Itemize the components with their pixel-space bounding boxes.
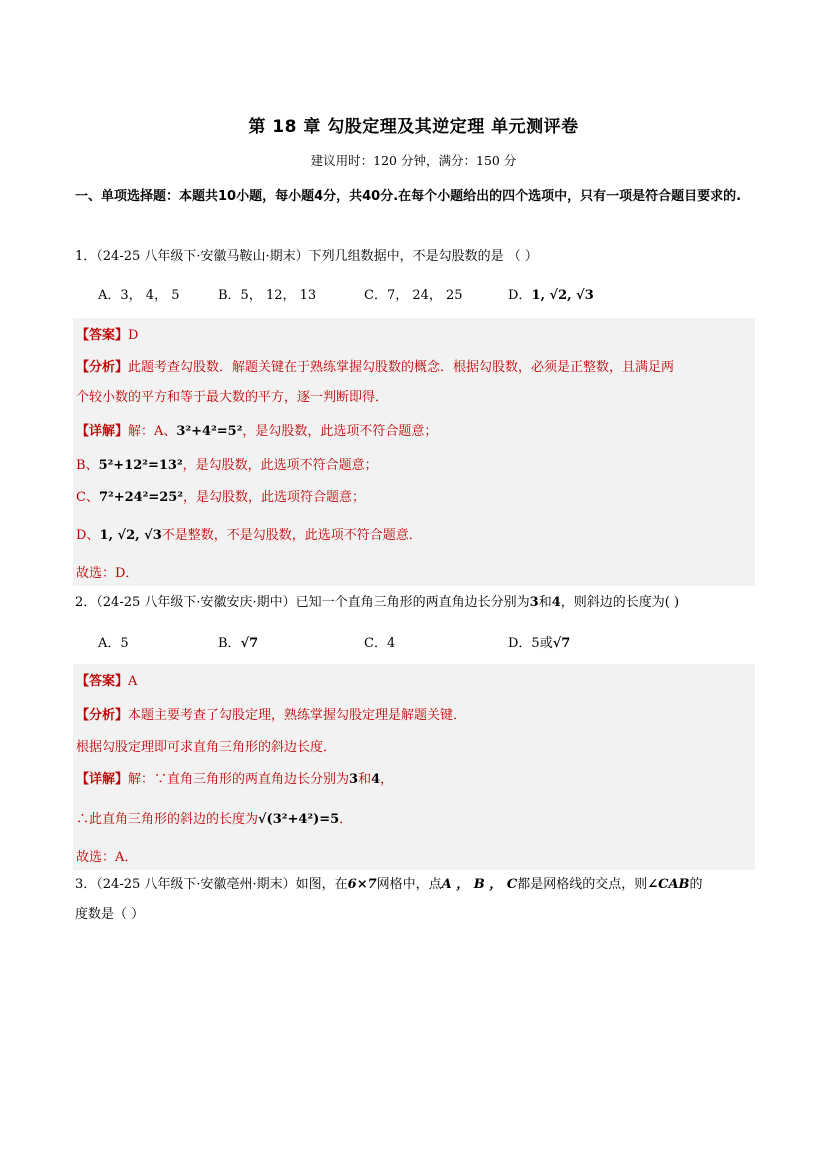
q2-analysis-line-2: 根据勾股定理即可求直角三角形的斜边长度． bbox=[76, 740, 337, 755]
q1-option-d: D．1, √2, √3 bbox=[508, 288, 594, 303]
q1-option-c: C．7， 24， 25 bbox=[364, 288, 463, 303]
q2-option-b: B．√7 bbox=[218, 636, 259, 651]
q2-option-b-expr: √7 bbox=[240, 636, 259, 651]
q1-analysis-line-2: 个较小数的平方和等于最大数的平方，逐一判断即得． bbox=[76, 390, 389, 405]
q1-detail-b: B、5²+12²=13²，是勾股数，此选项不符合题意； bbox=[76, 458, 378, 473]
q2-conclusion: 故选：A． bbox=[76, 850, 138, 865]
q2-answer-line: 【答案】A bbox=[76, 674, 138, 689]
q1-detail-c: C、7²+24²=25²，是勾股数，此选项符合题意； bbox=[76, 490, 366, 505]
question-3-stem-line-1: 3．（24-25 八年级下·安徽亳州·期末）如图，在6×7网格中，点A ， B ， C都是网格线的交点，则∠CAB的 bbox=[75, 877, 703, 892]
q2-detail-1: 【详解】解：∵直角三角形的两直角边长分别为3和4， bbox=[76, 772, 394, 787]
q1-option-a: A．3， 4， 5 bbox=[98, 288, 180, 303]
q2-answer: A bbox=[128, 674, 138, 689]
q1-analysis-line-1: 【分析】此题考查勾股数．解题关键在于熟练掌握勾股数的概念．根据勾股数，必须是正整数，且满足两 bbox=[76, 360, 675, 375]
page-title: 第 18 章 勾股定理及其逆定理 单元测评卷 bbox=[248, 117, 579, 137]
q1-detail-a: 【详解】解：A、3²+4²=5²，是勾股数，此选项不符合题意； bbox=[76, 424, 438, 439]
q1-answer: D bbox=[128, 328, 139, 343]
q1-answer-line: 【答案】D bbox=[76, 328, 139, 343]
q1-option-d-expr: 1, √2, √3 bbox=[531, 288, 594, 303]
q2-option-d: D．5或√7 bbox=[508, 636, 571, 651]
question-1-stem: 1．（24-25 八年级下·安徽马鞍山·期末）下列几组数据中，不是勾股数的是 （ ） bbox=[75, 249, 538, 264]
q2-option-d-expr: √7 bbox=[552, 636, 571, 651]
question-1-answer-box bbox=[73, 318, 755, 586]
question-2-answer-box bbox=[73, 664, 755, 870]
q2-analysis-line-1: 【分析】本题主要考查了勾股定理，熟练掌握勾股定理是解题关键． bbox=[76, 708, 467, 723]
question-2-stem: 2．（24-25 八年级下·安徽安庆·期中）已知一个直角三角形的两直角边长分别为3和4，则斜边的长度为( ) bbox=[75, 595, 680, 610]
q1-conclusion: 故选：D． bbox=[76, 566, 139, 581]
question-3-stem-line-2: 度数是（ ） bbox=[75, 907, 145, 922]
page-subtitle: 建议用时：120 分钟，满分：150 分 bbox=[310, 153, 517, 168]
q1-detail-d: D、1, √2, √3不是整数，不是勾股数，此选项不符合题意． bbox=[76, 528, 422, 543]
q1-option-b: B．5， 12， 13 bbox=[218, 288, 317, 303]
q2-option-c: C．4 bbox=[364, 636, 396, 651]
q2-detail-2: ∴此直角三角形的斜边的长度为√(3²+4²)=5． bbox=[76, 812, 353, 827]
q2-option-a: A．5 bbox=[98, 636, 129, 651]
section-heading: 一、单项选择题：本题共10小题，每小题4分，共40分.在每个小题给出的四个选项中，只有一项是符合题目要求的. bbox=[75, 189, 742, 204]
